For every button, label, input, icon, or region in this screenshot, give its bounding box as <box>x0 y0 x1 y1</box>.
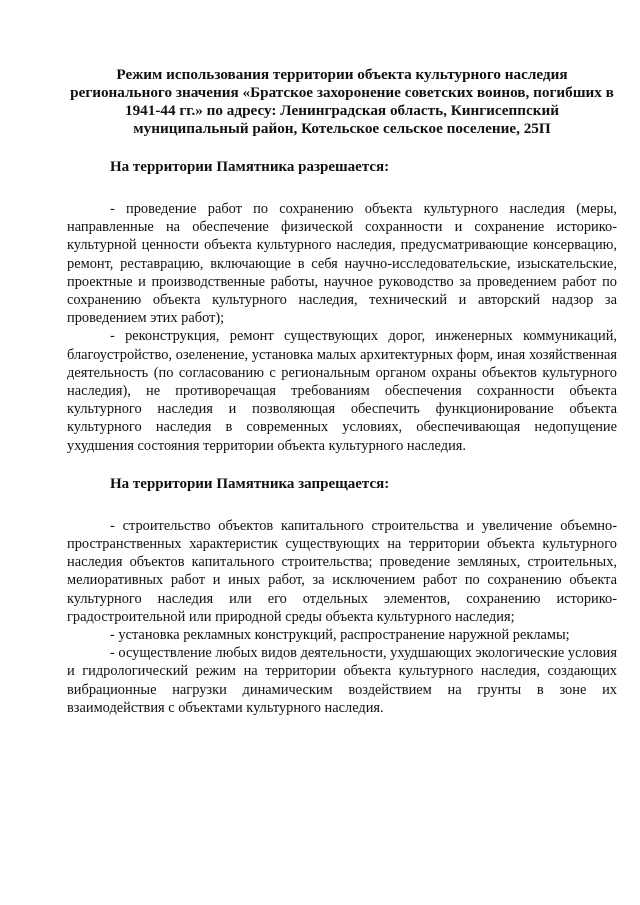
forbidden-item-3: - осуществление любых видов деятельности, ухудшающих экологические условия и гидрологический режим на территории объекта культурного наследия, создающих вибрационные нагрузки динамическим воздействием на грунты в зоне их взаимодействия с объектами культурного наследия. <box>67 645 617 716</box>
section-divider-space <box>67 455 617 475</box>
forbidden-heading: На территории Памятника запрещается: <box>110 475 390 492</box>
document-page <box>67 66 617 717</box>
document-title: Режим использования территории объекта культурного наследия регионального значения «Братское захоронение советских воинов, погибших в 1941-44 гг.» по адресу: Ленинградская область, Кингисеппский муниципальный район, Котельское сельское поселение, 25П <box>70 66 614 137</box>
forbidden-item-2: - установка рекламных конструкций, распространение наружной рекламы; <box>110 627 570 644</box>
forbidden-item-1: - строительство объектов капитального строительства и увеличение объемно-пространственных характеристик существующих на территории объекта культурного наследия объектов капитального строительства; проведение земляных, строительных, мелиоративных работ и иных работ, за исключением работ по сохранению объекта культурного наследия или его отдельных элементов, сохранению историко-градостроительной или природной среды объекта культурного наследия; <box>67 517 617 625</box>
allowed-item-2: - реконструкция, ремонт существующих дорог, инженерных коммуникаций, благоустройство, озеленение, установка малых архитектурных форм, иная хозяйственная деятельность (по согласованию с региональным органом охраны объектов культурного наследия), не противоречащая требованиям обеспечения сохранности объекта культурного наследия и позволяющая обеспечить функционирование объекта культурного наследия в современных условиях, обеспечивающая недопущение ухудшения состояния территории объекта культурного наследия. <box>67 328 617 454</box>
allowed-item-1: - проведение работ по сохранению объекта культурного наследия (меры, направленные на обеспечение физической сохранности и сохранение историко-культурной ценности объекта культурного наследия, предусматривающие консервацию, ремонт, реставрацию, включающие в себя научно-исследовательские, изыскательские, проектные и производственные работы, научное руководство за проведением работ по сохранению объекта культурного наследия, технический и авторский надзор за проведением этих работ); <box>67 201 617 327</box>
allowed-heading: На территории Памятника разрешается: <box>110 159 390 175</box>
